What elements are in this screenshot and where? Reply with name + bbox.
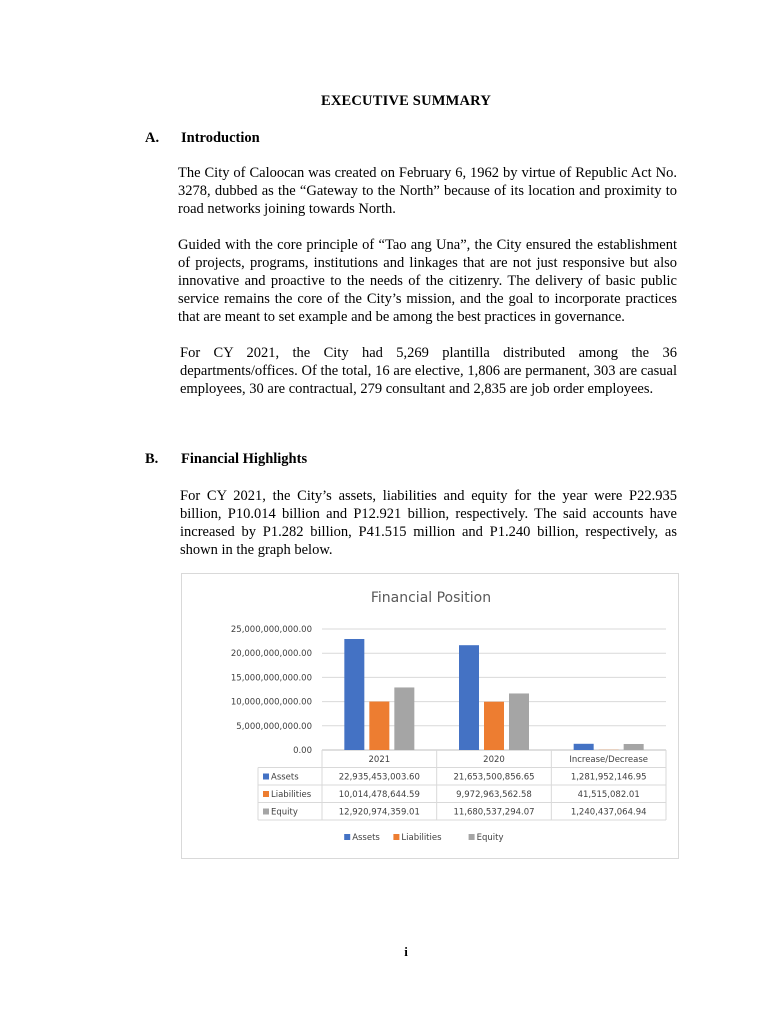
intro-paragraph-3: For CY 2021, the City had 5,269 plantilla distributed among the 36 departments/offices. Of the total, 16 are elective, 1,806 are permanent, 303 are casual employees, 30 are contractual, 279 consultant and 2,835 are job order employees. bbox=[180, 345, 677, 397]
table-series-label: Liabilities bbox=[271, 790, 312, 800]
table-value: 1,240,437,064.94 bbox=[570, 807, 647, 818]
table-value: 12,920,974,359.01 bbox=[338, 807, 420, 818]
financial-paragraph: For CY 2021, the City’s assets, liabilities and equity for the year were P22.935 billion, P10.014 billion and P12.921 billion, respectively. The said accounts have increased by P1.282 billion, P41.515 million and P1.240 billion, respectively, as shown in the graph below. bbox=[180, 488, 677, 558]
legend-key-assets bbox=[344, 834, 350, 840]
bar-assets-1 bbox=[459, 645, 479, 750]
legend-label-assets: Assets bbox=[352, 833, 380, 843]
category-label: Increase/Decrease bbox=[569, 755, 649, 765]
bar-liabilities-0 bbox=[369, 702, 389, 750]
document-title: EXECUTIVE SUMMARY bbox=[320, 93, 492, 109]
table-value: 22,935,453,003.60 bbox=[338, 772, 420, 783]
table-value: 10,014,478,644.59 bbox=[338, 790, 420, 800]
bar-equity-1 bbox=[509, 693, 529, 750]
page-number: i bbox=[404, 944, 408, 959]
intro-paragraph-1: The City of Caloocan was created on February 6, 1962 by virtue of Republic Act No. 3278, dubbed as the “Gateway to the North” because of its location and proximity to road networks joining towards North. bbox=[178, 165, 677, 217]
table-value: 1,281,952,146.95 bbox=[570, 772, 647, 783]
legend-label-liabilities: Liabilities bbox=[401, 833, 442, 843]
section-b-letter: B. bbox=[145, 451, 159, 467]
y-tick-label: 5,000,000,000.00 bbox=[236, 721, 312, 732]
table-legend-key bbox=[263, 774, 269, 780]
bar-assets-2 bbox=[574, 744, 594, 750]
bar-equity-2 bbox=[624, 744, 644, 750]
section-a-title: Introduction bbox=[181, 130, 260, 146]
bar-equity-0 bbox=[394, 687, 414, 750]
table-value: 11,680,537,294.07 bbox=[453, 807, 535, 818]
legend-key-liabilities bbox=[393, 834, 399, 840]
y-tick-label: 25,000,000,000.00 bbox=[230, 625, 312, 635]
legend-label-equity: Equity bbox=[476, 833, 504, 843]
table-value: 9,972,963,562.58 bbox=[456, 790, 532, 800]
intro-paragraph-2: Guided with the core principle of “Tao ang Una”, the City ensured the establishment of projects, programs, institutions and linkages that are not just responsive but also innovative and proactive to the needs of the citizenry. The delivery of basic public service remains the core of the City’s mission, and the goal to incorporate practices that are meant to set example and be among the best practices in governance. bbox=[178, 237, 677, 325]
category-label: 2020 bbox=[483, 755, 505, 765]
table-legend-key bbox=[263, 791, 269, 797]
table-series-label: Assets bbox=[271, 772, 299, 783]
bar-assets-0 bbox=[344, 639, 364, 750]
section-a-letter: A. bbox=[145, 130, 160, 146]
legend-key-equity bbox=[469, 834, 475, 840]
category-label: 2021 bbox=[368, 755, 391, 765]
table-value: 21,653,500,856.65 bbox=[453, 772, 535, 783]
y-tick-label: 20,000,000,000.00 bbox=[230, 649, 312, 660]
chart-canvas bbox=[182, 574, 680, 860]
table-value: 41,515,082.01 bbox=[577, 790, 640, 800]
y-tick-label: 0.00 bbox=[293, 746, 312, 756]
y-tick-label: 10,000,000,000.00 bbox=[230, 697, 312, 708]
bar-liabilities-1 bbox=[484, 702, 504, 750]
y-tick-label: 15,000,000,000.00 bbox=[230, 673, 312, 684]
chart-title: Financial Position bbox=[370, 590, 492, 606]
table-series-label: Equity bbox=[271, 807, 298, 818]
table-legend-key bbox=[263, 809, 269, 815]
financial-position-chart bbox=[181, 573, 679, 859]
section-b-title: Financial Highlights bbox=[181, 451, 308, 467]
